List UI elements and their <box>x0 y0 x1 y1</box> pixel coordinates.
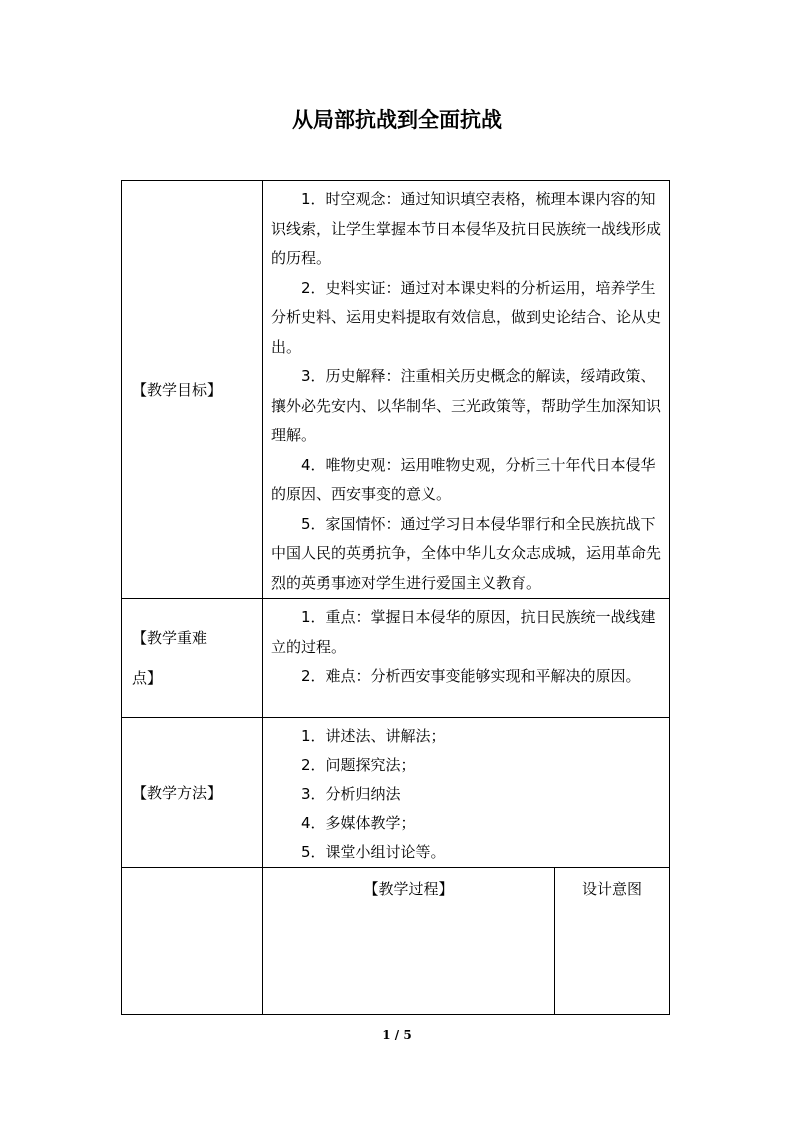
method-item: 2．问题探究法； <box>301 756 416 774</box>
goals-label: 【教学目标】 <box>132 381 223 399</box>
methods-content-cell <box>263 718 670 868</box>
goals-content-cell <box>263 181 670 599</box>
method-item: 3．分析归纳法 <box>301 785 401 803</box>
goal-item: 3．历史解释：注重相关历史概念的解读，绥靖政策、攘外必先安内、以华制华、三光政策等，帮助学生加深知识理解。 <box>271 367 662 444</box>
method-item: 4．多媒体教学； <box>301 814 416 832</box>
design-intent-header: 设计意图 <box>581 880 642 898</box>
key-points-label-line1: 【教学重难 <box>132 629 208 647</box>
design-intent-cell <box>555 868 670 1015</box>
key-points-label-line2: 点】 <box>132 669 163 687</box>
method-item: 1．讲述法、讲解法； <box>301 727 446 745</box>
lesson-plan-table <box>121 180 670 1015</box>
methods-label: 【教学方法】 <box>132 784 223 802</box>
goal-item: 2．史料实证：通过对本课史料的分析运用，培养学生分析史料、运用史料提取有效信息，做到史论结合、论从史出。 <box>271 278 662 356</box>
key-point-item: 2．难点：分析西安事变能够实现和平解决的原因。 <box>301 667 641 685</box>
key-points-content-cell <box>263 599 670 718</box>
goals-label-cell <box>122 181 263 599</box>
goals-row <box>122 181 670 599</box>
page-number: 1 / 5 <box>382 1028 412 1042</box>
methods-row <box>122 718 670 868</box>
key-point-item: 1．重点：掌握日本侵华的原因，抗日民族统一战线建立的过程。 <box>271 608 656 656</box>
key-points-row <box>122 599 670 718</box>
goal-item: 5．家国情怀：通过学习日本侵华罪行和全民族抗战下中国人民的英勇抗争，全体中华儿女众志成城，运用革命先烈的英勇事迹对学生进行爱国主义教育。 <box>271 514 662 592</box>
process-header: 【教学过程】 <box>363 880 454 898</box>
process-row <box>122 868 670 1015</box>
goal-item: 4．唯物史观：运用唯物史观，分析三十年代日本侵华的原因、西安事变的意义。 <box>271 455 656 503</box>
page-title: 从局部抗战到全面抗战 <box>292 108 502 132</box>
process-header-cell <box>263 868 555 1015</box>
goal-item: 1．时空观念：通过知识填空表格，梳理本课内容的知识线索，让学生掌握本节日本侵华及抗日民族统一战线形成的历程。 <box>271 190 662 267</box>
process-empty-cell <box>122 868 263 1015</box>
key-points-label-cell <box>122 599 263 718</box>
methods-label-cell <box>122 718 263 868</box>
method-item: 5．课堂小组讨论等。 <box>301 843 446 861</box>
